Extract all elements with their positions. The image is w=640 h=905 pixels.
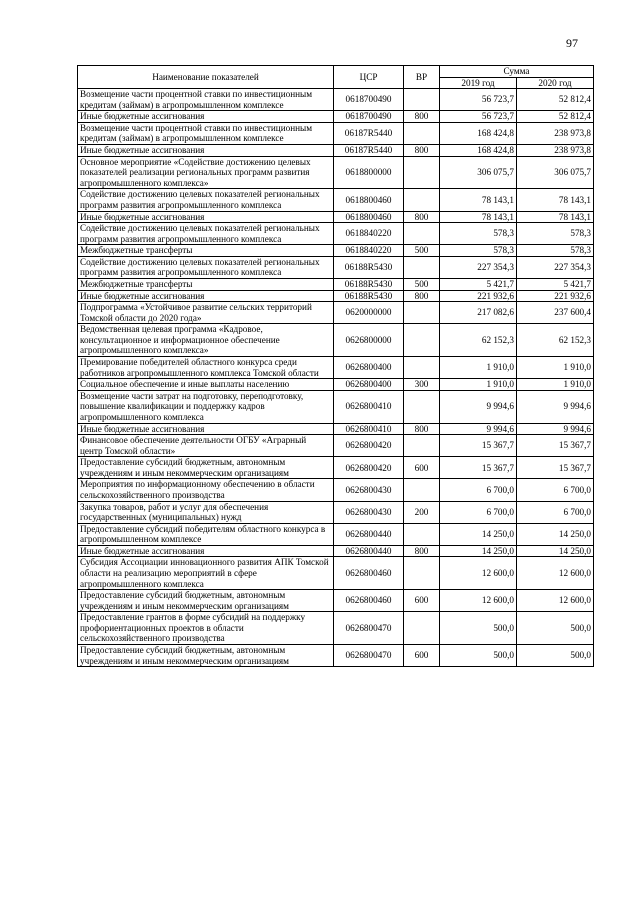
row-name: Финансовое обеспечение деятельности ОГБУ «Аграрный центр Томской области» [78,435,334,457]
table-row [78,223,594,245]
table-row [78,390,594,423]
table-row [78,379,594,391]
row-2020: 578,3 [517,223,594,245]
table-row [78,645,594,667]
header-vr: ВР [404,66,440,89]
row-2019: 78 143,1 [440,189,517,211]
row-2019: 168 424,8 [440,122,517,144]
row-2019: 1 910,0 [440,379,517,391]
row-csr: 0620000000 [334,302,404,324]
row-2020: 78 143,1 [517,189,594,211]
row-2019: 62 152,3 [440,324,517,357]
row-name: Предоставление субсидий бюджетным, автономным учреждениям и иным некоммерческим организациям [78,590,334,612]
row-name: Иные бюджетные ассигнования [78,211,334,223]
table-row [78,545,594,557]
row-name: Иные бюджетные ассигнования [78,145,334,157]
row-vr [404,435,440,457]
table-row [78,290,594,302]
row-vr [404,156,440,189]
row-2020: 500,0 [517,645,594,667]
row-vr [404,479,440,501]
row-2019: 78 143,1 [440,211,517,223]
table-row [78,189,594,211]
table-row [78,89,594,111]
row-2020: 500,0 [517,612,594,645]
row-2020: 52 812,4 [517,89,594,111]
row-name: Предоставление субсидий победителям областного конкурса в агропромышленном комплексе [78,523,334,545]
row-2020: 6 700,0 [517,479,594,501]
row-2019: 306 075,7 [440,156,517,189]
table-row [78,590,594,612]
row-vr [404,122,440,144]
table-row [78,557,594,590]
row-name: Премирование победителей областного конкурса среди работников агропромышленного комплекса Томской области [78,357,334,379]
row-csr: 0626800420 [334,435,404,457]
row-name: Содействие достижению целевых показателей региональных программ развития агропромышленного комплекса [78,256,334,278]
row-name: Предоставление грантов в форме субсидий на поддержку профориентационных проектов в области сельскохозяйственного производства [78,612,334,645]
row-2019: 227 354,3 [440,256,517,278]
row-2019: 500,0 [440,612,517,645]
table-row [78,435,594,457]
row-2019: 1 910,0 [440,357,517,379]
row-vr [404,223,440,245]
row-name: Социальное обеспечение и иные выплаты населению [78,379,334,391]
row-vr [404,557,440,590]
row-name: Основное мероприятие «Содействие достижению целевых показателей реализации региональных программ развития агропромышленного комплекса» [78,156,334,189]
row-vr: 300 [404,379,440,391]
row-2020: 1 910,0 [517,379,594,391]
row-name: Возмещение части процентной ставки по инвестиционным кредитам (займам) в агропромышленном комплексе [78,122,334,144]
row-2020: 9 994,6 [517,423,594,435]
row-2020: 9 994,6 [517,390,594,423]
row-name: Иные бюджетные ассигнования [78,290,334,302]
row-2019: 6 700,0 [440,501,517,523]
row-2019: 5 421,7 [440,278,517,290]
row-2020: 62 152,3 [517,324,594,357]
row-name: Возмещение части затрат на подготовку, переподготовку, повышение квалификации и поддержку кадров агропромышленного комплекса [78,390,334,423]
table-row [78,111,594,123]
row-csr: 0626800470 [334,645,404,667]
row-vr: 800 [404,290,440,302]
row-2019: 500,0 [440,645,517,667]
row-2020: 238 973,8 [517,122,594,144]
row-csr: 0618800000 [334,156,404,189]
row-csr: 0626800410 [334,423,404,435]
table-body [78,89,594,667]
row-2019: 578,3 [440,223,517,245]
table-row [78,245,594,257]
row-2020: 6 700,0 [517,501,594,523]
row-csr: 0626800400 [334,379,404,391]
row-name: Межбюджетные трансферты [78,245,334,257]
table-row [78,612,594,645]
row-csr: 0618800460 [334,189,404,211]
row-name: Предоставление субсидий бюджетным, автономным учреждениям и иным некоммерческим организациям [78,645,334,667]
budget-table [77,65,594,667]
row-2020: 14 250,0 [517,523,594,545]
row-csr: 0626800460 [334,557,404,590]
row-vr: 600 [404,590,440,612]
table-row [78,156,594,189]
row-vr [404,390,440,423]
row-2019: 6 700,0 [440,479,517,501]
page-number: 97 [566,36,578,50]
row-name: Иные бюджетные ассигнования [78,545,334,557]
row-2019: 15 367,7 [440,457,517,479]
row-csr: 0626800440 [334,545,404,557]
table-row [78,523,594,545]
header-csr: ЦСР [334,66,404,89]
row-name: Иные бюджетные ассигнования [78,111,334,123]
row-csr: 0626800430 [334,501,404,523]
header-2019: 2019 год [440,77,517,89]
row-2019: 12 600,0 [440,590,517,612]
row-vr [404,357,440,379]
table-row [78,211,594,223]
row-csr: 06188R5430 [334,290,404,302]
row-2020: 5 421,7 [517,278,594,290]
row-csr: 0618700490 [334,89,404,111]
table-row [78,256,594,278]
row-name: Мероприятия по информационному обеспечению в области сельскохозяйственного производства [78,479,334,501]
row-2020: 306 075,7 [517,156,594,189]
table-row [78,501,594,523]
row-csr: 0626800460 [334,590,404,612]
table-row [78,479,594,501]
row-2019: 56 723,7 [440,111,517,123]
row-name: Содействие достижению целевых показателей региональных программ развития агропромышленного комплекса [78,189,334,211]
row-csr: 06187R5440 [334,122,404,144]
row-2019: 217 082,6 [440,302,517,324]
row-2020: 12 600,0 [517,590,594,612]
row-2020: 14 250,0 [517,545,594,557]
row-2020: 15 367,7 [517,435,594,457]
row-vr [404,523,440,545]
row-vr [404,302,440,324]
row-vr: 800 [404,111,440,123]
table-row [78,302,594,324]
row-name: Субсидия Ассоциации инновационного развития АПК Томской области на реализацию мероприятий в сфере агропромышленного комплекса [78,557,334,590]
row-csr: 0618800460 [334,211,404,223]
row-2020: 237 600,4 [517,302,594,324]
row-2019: 14 250,0 [440,523,517,545]
row-2019: 578,3 [440,245,517,257]
row-csr: 06188R5430 [334,256,404,278]
row-name: Межбюджетные трансферты [78,278,334,290]
row-name: Закупка товаров, работ и услуг для обеспечения государственных (муниципальных) нужд [78,501,334,523]
row-vr [404,324,440,357]
row-csr: 0618840220 [334,245,404,257]
row-vr: 500 [404,245,440,257]
row-vr: 600 [404,457,440,479]
row-2019: 12 600,0 [440,557,517,590]
table-row [78,423,594,435]
header-name: Наименование показателей [78,66,334,89]
row-2020: 221 932,6 [517,290,594,302]
row-2019: 15 367,7 [440,435,517,457]
table-row [78,122,594,144]
table-row [78,324,594,357]
row-2019: 9 994,6 [440,390,517,423]
row-csr: 06188R5430 [334,278,404,290]
row-vr [404,256,440,278]
row-vr: 600 [404,645,440,667]
row-name: Предоставление субсидий бюджетным, автономным учреждениям и иным некоммерческим организациям [78,457,334,479]
header-sum: Сумма [440,66,594,78]
table-row [78,457,594,479]
row-2020: 227 354,3 [517,256,594,278]
row-vr: 800 [404,145,440,157]
row-name: Возмещение части процентной ставки по инвестиционным кредитам (займам) в агропромышленном комплексе [78,89,334,111]
row-2020: 15 367,7 [517,457,594,479]
row-2019: 221 932,6 [440,290,517,302]
row-name: Иные бюджетные ассигнования [78,423,334,435]
row-vr: 800 [404,545,440,557]
row-vr [404,89,440,111]
row-2020: 12 600,0 [517,557,594,590]
row-csr: 0626800470 [334,612,404,645]
row-2019: 14 250,0 [440,545,517,557]
row-vr: 200 [404,501,440,523]
row-vr [404,189,440,211]
table-row [78,357,594,379]
row-csr: 0626800000 [334,324,404,357]
row-csr: 0626800440 [334,523,404,545]
table-row [78,278,594,290]
row-csr: 0626800430 [334,479,404,501]
row-vr: 800 [404,423,440,435]
row-2020: 578,3 [517,245,594,257]
row-2020: 238 973,8 [517,145,594,157]
row-2019: 168 424,8 [440,145,517,157]
row-csr: 0626800420 [334,457,404,479]
row-csr: 0626800400 [334,357,404,379]
row-csr: 06187R5440 [334,145,404,157]
row-name: Подпрограмма «Устойчивое развитие сельских территорий Томской области до 2020 года» [78,302,334,324]
row-name: Ведомственная целевая программа «Кадровое, консультационное и информационное обеспечение агропромышленного комплекса» [78,324,334,357]
row-vr: 800 [404,211,440,223]
row-csr: 0626800410 [334,390,404,423]
row-csr: 0618700490 [334,111,404,123]
row-csr: 0618840220 [334,223,404,245]
row-name: Содействие достижению целевых показателей региональных программ развития агропромышленного комплекса [78,223,334,245]
row-vr: 500 [404,278,440,290]
header-2020: 2020 год [517,77,594,89]
table-row [78,145,594,157]
row-vr [404,612,440,645]
row-2019: 56 723,7 [440,89,517,111]
row-2020: 1 910,0 [517,357,594,379]
row-2020: 52 812,4 [517,111,594,123]
row-2019: 9 994,6 [440,423,517,435]
row-2020: 78 143,1 [517,211,594,223]
